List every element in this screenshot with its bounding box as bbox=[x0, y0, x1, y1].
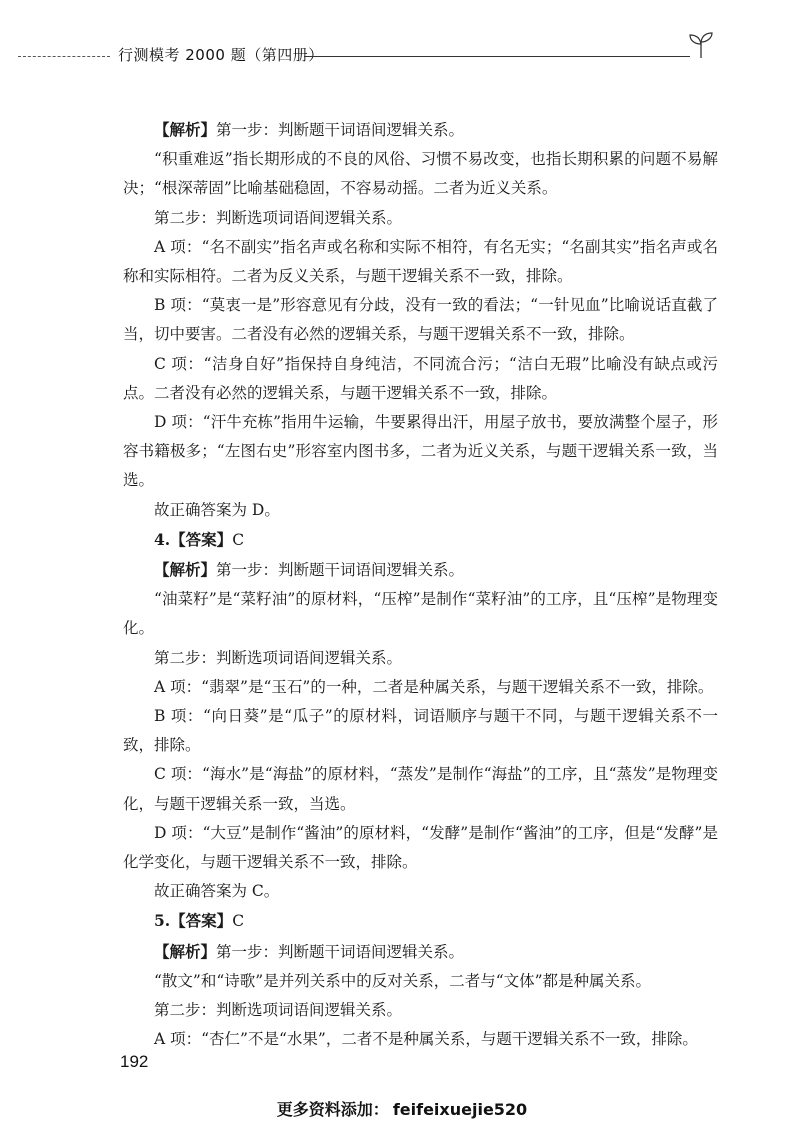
paragraph bbox=[123, 877, 718, 906]
paragraph-text: A 项：“杏仁”不是“水果”，二者不是种属关系，与题干逻辑关系不一致，排除。 bbox=[154, 1030, 698, 1049]
paragraph bbox=[123, 906, 718, 936]
page-number: 192 bbox=[120, 1052, 149, 1071]
paragraph-text: 第一步：判断题干词语间逻辑关系。 bbox=[216, 561, 465, 580]
paragraph-text: “积重难返”指长期形成的不良的风俗、习惯不易改变，也指长期积累的问题不易解决；“根深蒂固”比喻基础稳固，不容易动摇。二者为近义关系。 bbox=[123, 150, 718, 198]
book-title: 行测模考 2000 题（第四册） bbox=[118, 46, 324, 64]
answer-explanations bbox=[123, 115, 718, 1055]
paragraph bbox=[123, 760, 718, 818]
paragraph bbox=[123, 291, 718, 349]
paragraph bbox=[123, 408, 718, 496]
footer-contact-id: feifeixuejie520 bbox=[392, 1100, 528, 1119]
paragraph-text: 第二步：判断选项词语间逻辑关系。 bbox=[154, 1001, 403, 1020]
paragraph bbox=[123, 145, 718, 203]
paragraph bbox=[123, 555, 718, 585]
paragraph-text: C 项：“海水”是“海盐”的原材料，“蒸发”是制作“海盐”的工序，且“蒸发”是物理变化，与题干逻辑关系一致，当选。 bbox=[123, 765, 718, 813]
paragraph-text: C bbox=[232, 530, 245, 549]
paragraph-text: C 项：“洁身自好”指保持自身纯洁，不同流合污；“洁白无瑕”比喻没有缺点或污点。二者没有必然的逻辑关系，与题干逻辑关系不一致，排除。 bbox=[123, 354, 718, 402]
paragraph bbox=[123, 204, 718, 233]
paragraph-text: 第一步：判断题干词语间逻辑关系。 bbox=[216, 121, 465, 139]
paragraph-text: “散文”和“诗歌”是并列关系中的反对关系，二者与“文体”都是种属关系。 bbox=[154, 971, 652, 990]
paragraph bbox=[123, 233, 718, 291]
footer-contact bbox=[0, 1097, 800, 1120]
paragraph-text: C bbox=[232, 912, 245, 931]
paragraph bbox=[123, 585, 718, 643]
paragraph bbox=[123, 967, 718, 996]
paragraph bbox=[123, 996, 718, 1025]
paragraph bbox=[123, 702, 718, 760]
paragraph-text: 故正确答案为 C。 bbox=[154, 882, 280, 901]
paragraph bbox=[123, 819, 718, 877]
page-header bbox=[0, 38, 800, 68]
paragraph bbox=[123, 115, 718, 145]
paragraph-text: “油菜籽”是“菜籽油”的原材料，“压榨”是制作“菜籽油”的工序，且“压榨”是物理变化。 bbox=[123, 590, 718, 638]
paragraph bbox=[123, 350, 718, 408]
paragraph-text: D 项：“大豆”是制作“酱油”的原材料，“发酵”是制作“酱油”的工序，但是“发酵”是化学变化，与题干逻辑关系不一致，排除。 bbox=[123, 823, 718, 872]
paragraph bbox=[123, 644, 718, 673]
paragraph-text: B 项：“莫衷一是”形容意见有分歧，没有一致的看法；“一针见血”比喻说话直截了当，切中要害。二者没有必然的逻辑关系，与题干逻辑关系不一致，排除。 bbox=[123, 296, 718, 344]
paragraph bbox=[123, 496, 718, 525]
footer-label: 更多资料添加： bbox=[276, 1100, 389, 1119]
sprout-icon bbox=[686, 30, 716, 60]
paragraph-text: B 项：“向日葵”是“瓜子”的原材料，词语顺序与题干不同，与题干逻辑关系不一致，排除。 bbox=[123, 707, 718, 755]
paragraph-tag: 【解析】 bbox=[154, 120, 217, 139]
header-rule-left bbox=[18, 56, 110, 57]
paragraph-text: D 项：“汗牛充栋”指用牛运输，牛要累得出汗，用屋子放书，要放满整个屋子，形容书籍极多；“左图右史”形容室内图书多，二者为近义关系，与题干逻辑关系一致，当选。 bbox=[123, 413, 718, 490]
paragraph bbox=[123, 525, 718, 555]
paragraph-tag: 【解析】 bbox=[154, 560, 217, 580]
paragraph bbox=[123, 937, 718, 967]
paragraph-text: A 项：“名不副实”指名声或名称和实际不相符，有名无实；“名副其实”指名声或名称和实际相符。二者为反义关系，与题干逻辑关系不一致，排除。 bbox=[123, 237, 718, 286]
paragraph-text: A 项：“翡翠”是“玉石”的一种，二者是种属关系，与题干逻辑关系不一致，排除。 bbox=[154, 677, 714, 696]
paragraph-text: 故正确答案为 D。 bbox=[154, 500, 280, 519]
paragraph-tag: 4.【答案】 bbox=[154, 529, 233, 549]
paragraph-text: 第二步：判断选项词语间逻辑关系。 bbox=[154, 208, 403, 227]
paragraph-text: 第二步：判断选项词语间逻辑关系。 bbox=[154, 648, 403, 667]
paragraph bbox=[123, 673, 718, 702]
header-rule-right bbox=[304, 56, 690, 57]
paragraph-tag: 5.【答案】 bbox=[154, 911, 233, 931]
paragraph bbox=[123, 1025, 718, 1054]
paragraph-text: 第一步：判断题干词语间逻辑关系。 bbox=[216, 942, 465, 961]
paragraph-tag: 【解析】 bbox=[154, 941, 217, 961]
